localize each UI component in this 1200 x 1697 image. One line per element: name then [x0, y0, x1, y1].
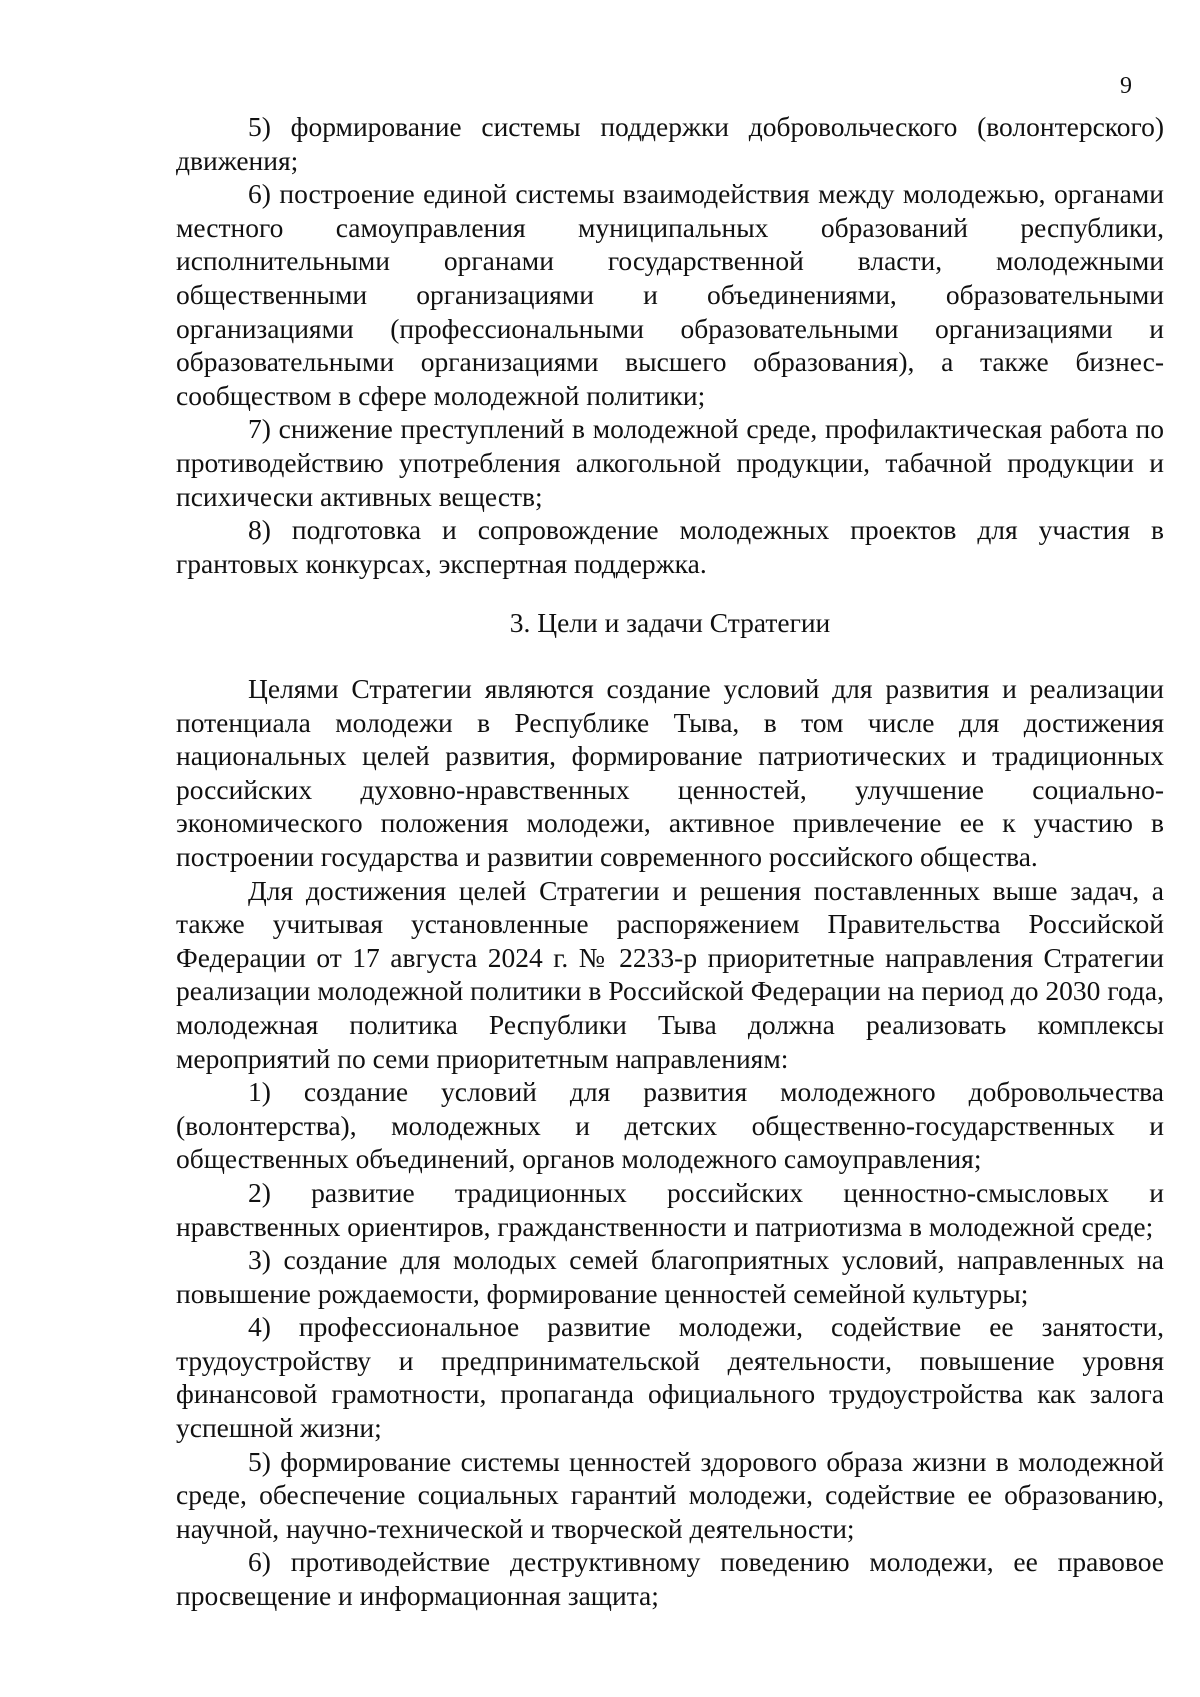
list-item: 2) развитие традиционных российских ценностно-смысловых и нравственных ориентиров, гражданственности и патриотизма в молодежной среде;: [176, 1176, 1164, 1242]
priority-tasks-list: [176, 110, 1164, 580]
list-item: 6) противодействие деструктивному поведению молодежи, ее правовое просвещение и информационная защита;: [176, 1546, 1164, 1612]
list-item: 5) формирование системы ценностей здорового образа жизни в молодежной среде, обеспечение социальных гарантий молодежи, содействие ее образованию, научной, научно-технической и творческой деятельности;: [176, 1445, 1164, 1544]
list-item: 4) профессиональное развитие молодежи, содействие ее занятости, трудоустройству и предпринимательской деятельности, повышение уровня финансовой грамотности, пропаганда официального трудоустройства как залога успешной жизни;: [176, 1311, 1164, 1444]
list-item: 1) создание условий для развития молодежного добровольчества (волонтерства), молодежных и детских общественно-государственных и общественных объединений, органов молодежного самоуправления;: [176, 1076, 1164, 1175]
section-heading: 3. Цели и задачи Стратегии: [509, 607, 831, 638]
list-item: 8) подготовка и сопровождение молодежных проектов для участия в грантовых конкурсах, экспертная поддержка.: [176, 514, 1164, 579]
list-item: 7) снижение преступлений в молодежной среде, профилактическая работа по противодействию употребления алкогольной продукции, табачной продукции и психически активных веществ;: [176, 413, 1164, 512]
list-item: 5) формирование системы поддержки добровольческого (волонтерского) движения;: [176, 111, 1164, 176]
list-item: 6) построение единой системы взаимодействия между молодежью, органами местного самоуправления муниципальных образований республики, исполнительными органами государственной власти, молодежными общественными организациями и объединениями, образовательными организациями (профессиональными образовательными организациями и образовательными организациями высшего образования), а также бизнес-сообществом в сфере молодежной политики;: [176, 178, 1164, 411]
goals-paragraph: Целями Стратегии являются создание условий для развития и реализации потенциала молодежи в Республике Тыва, в том числе для достижения национальных целей развития, формирование патриотических и традиционных российских духовно-нравственных ценностей, улучшение социально-экономического положения молодежи, активное привлечение ее к участию в построении государства и развитии современного российского общества.: [176, 673, 1164, 872]
directions-intro-paragraph: Для достижения целей Стратегии и решения поставленных выше задач, а также учитывая установленные распоряжением Правительства Российской Федерации от 17 августа 2024 г. № 2233-р приоритетные направления Стратегии реализации молодежной политики в Российской Федерации на период до 2030 года, молодежная политика Республики Тыва должна реализовать комплексы мероприятий по семи приоритетным направлениям:: [176, 874, 1164, 1074]
page-number: 9: [1120, 73, 1132, 99]
goals-section-body: [176, 672, 1164, 1613]
list-item: 3) создание для молодых семей благоприятных условий, направленных на повышение рождаемости, формирование ценностей семейной культуры;: [176, 1244, 1164, 1309]
